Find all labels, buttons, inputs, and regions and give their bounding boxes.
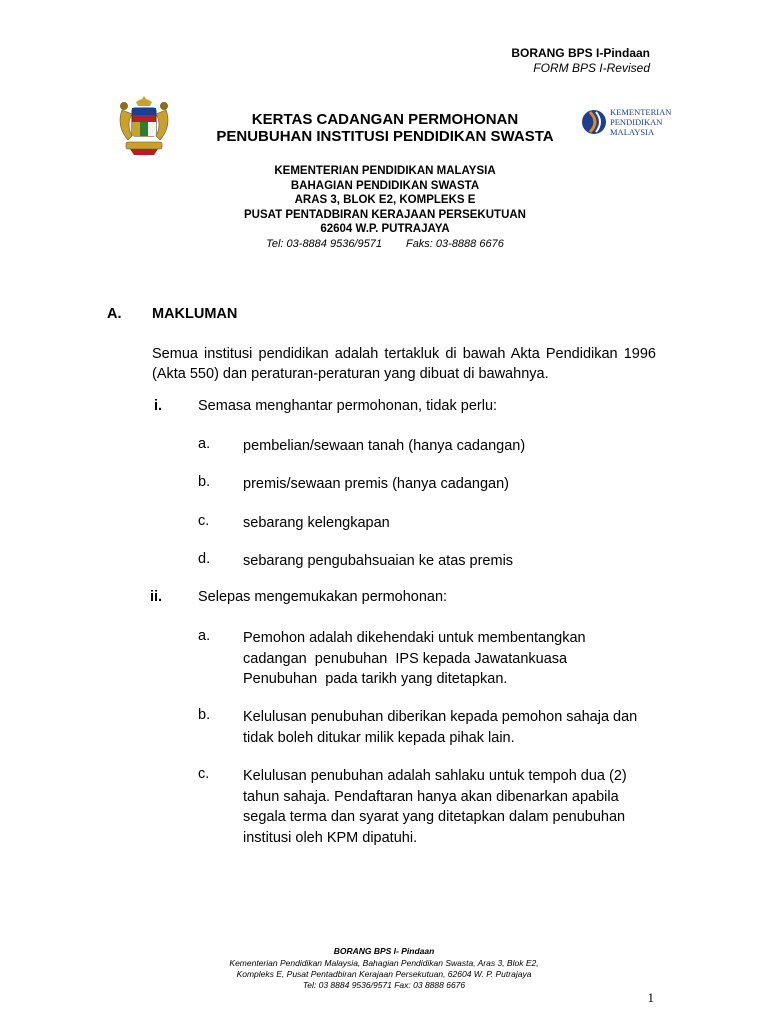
list-item-line: tidak boleh ditukar milik kepada pihak lain. <box>243 729 515 746</box>
footer-address-line: Kementerian Pendidikan Malaysia, Bahagian Pendidikan Swasta, Aras 3, Blok E2, <box>229 958 539 968</box>
list-item-letter: b. <box>198 474 211 490</box>
kpm-logo-line2: PENDIDIKAN <box>610 117 663 127</box>
kpm-emblem-icon <box>580 104 672 140</box>
list-item-text: sebarang kelengkapan <box>243 515 390 531</box>
list-item-line: Kelulusan penubuhan adalah sahlaku untuk tempoh dua (2) <box>243 768 627 784</box>
list-item-letter: d. <box>198 551 211 567</box>
document-title-line1: KERTAS CADANGAN PERMOHONAN <box>251 111 519 128</box>
contact-line <box>160 238 610 250</box>
list-item-text <box>243 628 663 690</box>
section-intro: Semua institusi pendidikan adalah tertakluk di bawah Akta Pendidikan 1996 (Akta 550) dan peraturan-peraturan yang dibuat di bawahnya. <box>152 346 656 382</box>
list-item-text <box>243 766 663 848</box>
list-item-letter: a. <box>198 436 211 452</box>
list-heading: Semasa menghantar permohonan, tidak perlu: <box>198 398 498 414</box>
address-line: BAHAGIAN PENDIDIKAN SWASTA <box>290 180 480 192</box>
form-code-english: FORM BPS I-Revised <box>533 61 650 75</box>
list-item-letter: b. <box>198 707 211 723</box>
telephone-number: Tel: 03-8884 9536/9571 <box>266 238 382 250</box>
address-line: ARAS 3, BLOK E2, KOMPLEKS E <box>294 194 476 206</box>
document-title-line2: PENUBUHAN INSTITUSI PENDIDIKAN SWASTA <box>216 128 554 145</box>
footer-address-line: Kompleks E, Pusat Pentadbiran Kerajaan Persekutuan, 62604 W. P. Putrajaya <box>236 969 532 979</box>
list-item-text: premis/sewaan premis (hanya cadangan) <box>243 476 509 492</box>
page-number: 1 <box>647 990 654 1005</box>
list-item-line: Pemohon adalah dikehendaki untuk membentangkan <box>243 630 586 646</box>
address-line: KEMENTERIAN PENDIDIKAN MALAYSIA <box>274 165 496 177</box>
list-item-line: tahun sahaja. Pendaftaran hanya akan dibenarkan apabila <box>243 788 619 805</box>
fax-number: Faks: 03-8888 6676 <box>405 238 504 250</box>
list-item-letter: c. <box>198 513 210 529</box>
kpm-logo-line3: MALAYSIA <box>610 127 655 137</box>
footer-contact-line: Tel: 03 8884 9536/9571 Fax: 03 8888 6676 <box>302 980 466 990</box>
address-line: PUSAT PENTADBIRAN KERAJAAN PERSEKUTUAN <box>244 209 526 221</box>
section-title: MAKLUMAN <box>152 306 238 322</box>
form-code: BORANG BPS I-Pindaan <box>511 46 650 60</box>
footer-title: BORANG BPS I- Pindaan <box>333 946 435 956</box>
list-numeral: i. <box>154 398 163 414</box>
list-item-text: pembelian/sewaan tanah (hanya cadangan) <box>243 438 526 454</box>
list-item-text: sebarang pengubahsuaian ke atas premis <box>243 553 514 569</box>
list-item-line: cadangan penubuhan IPS kepada Jawatankuasa <box>243 650 568 667</box>
kpm-logo-line1: KEMENTERIAN <box>610 107 672 117</box>
section-letter: A. <box>107 306 122 322</box>
address-line: 62604 W.P. PUTRAJAYA <box>320 223 450 235</box>
list-item-letter: c. <box>198 766 210 782</box>
list-item-letter: a. <box>198 628 211 644</box>
list-heading: Selepas mengemukakan permohonan: <box>198 589 448 605</box>
list-item-line: Kelulusan penubuhan diberikan kepada pemohon sahaja dan <box>243 709 638 725</box>
list-item-line: institusi oleh KPM dipatuhi. <box>243 829 418 846</box>
kpm-logo <box>580 104 672 140</box>
list-item-line: Penubuhan pada tarikh yang ditetapkan. <box>243 671 508 687</box>
list-item-line: segala terma dan syarat yang ditetapkan dalam penubuhan <box>243 809 626 825</box>
list-numeral: ii. <box>150 589 163 605</box>
list-item-text <box>243 707 663 748</box>
